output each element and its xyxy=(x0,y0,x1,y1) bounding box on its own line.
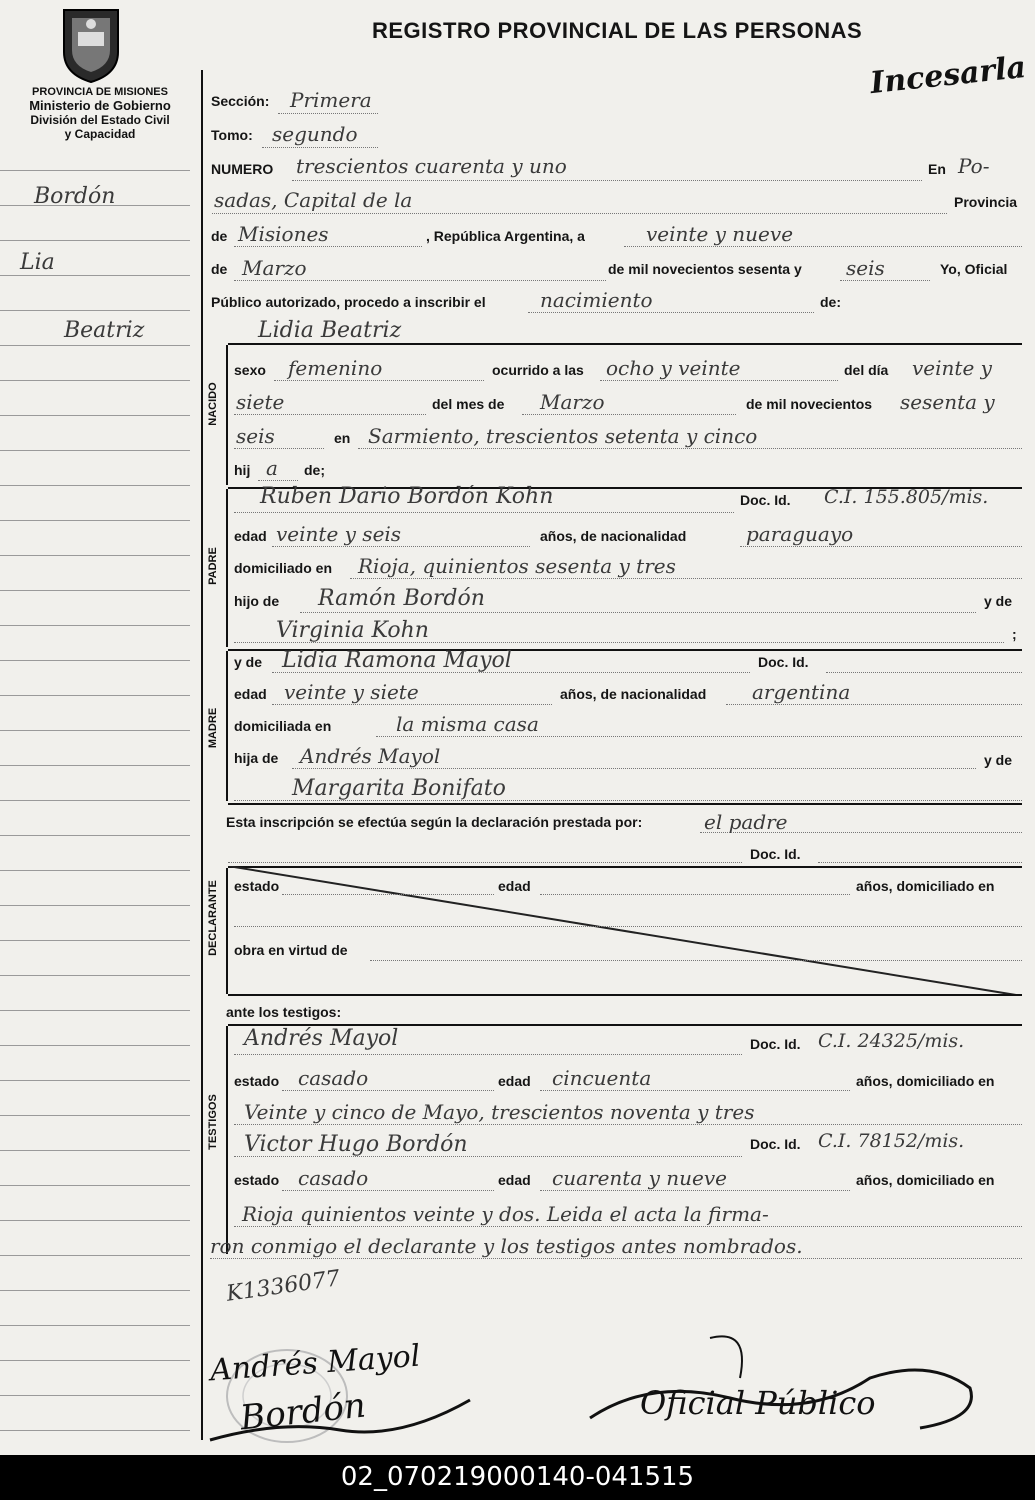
t1-doc-label: Doc. Id. xyxy=(750,1036,801,1052)
provincial-seal-icon xyxy=(58,4,124,84)
madre-hija-label: hija de xyxy=(234,750,279,766)
nacido-anio-value-1: sesenta y xyxy=(900,390,995,414)
sexo-label: sexo xyxy=(234,362,266,378)
padre-doc-value: C.I. 155.805/mis. xyxy=(824,486,989,508)
madre-madre-value: Margarita Bonifato xyxy=(292,776,506,801)
madre-nombre: Lidia Ramona Mayol xyxy=(282,648,512,673)
madre-dom-value: la misma casa xyxy=(396,712,539,736)
seccion-value: Primera xyxy=(290,88,372,112)
dia-value-2: siete xyxy=(236,390,285,414)
testigos-vrule xyxy=(226,1026,228,1254)
t1-edad-label: edad xyxy=(498,1073,531,1089)
ocurrido-label: ocurrido a las xyxy=(492,362,584,378)
nacido-mil-label: de mil novecientos xyxy=(746,396,873,412)
padre-hijo-label: hijo de xyxy=(234,593,280,609)
nacido-anio-value-2: seis xyxy=(236,424,275,448)
en-value: Po- xyxy=(958,154,990,178)
margin-name2: Beatriz xyxy=(64,318,145,343)
tomo-label: Tomo: xyxy=(211,127,253,143)
t2-doc-label: Doc. Id. xyxy=(750,1136,801,1152)
padre-padre-value: Ramón Bordón xyxy=(318,586,485,611)
madre-yde2-label: y de xyxy=(984,752,1013,768)
provincia-label: Provincia xyxy=(954,194,1018,210)
nacido-vrule xyxy=(226,345,228,485)
ante-testigos-label: ante los testigos: xyxy=(226,1004,342,1020)
t2-anios-label: años, domiciliado en xyxy=(856,1172,995,1188)
padre-doc-label: Doc. Id. xyxy=(740,492,791,508)
madre-section-label: MADRE xyxy=(207,707,219,749)
main-vertical-rule xyxy=(201,70,203,1440)
sexo-value: femenino xyxy=(288,356,383,380)
t1-nombre: Andrés Mayol xyxy=(244,1026,399,1051)
padre-nombre: Ruben Dario Bordón Kohn xyxy=(260,484,554,509)
nacido-mes-label: del mes de xyxy=(432,396,505,412)
declaracion-value: el padre xyxy=(704,810,788,834)
padre-edad-value: veinte y seis xyxy=(276,522,402,546)
t1-estado-label: estado xyxy=(234,1073,280,1089)
t2-estado-value: casado xyxy=(298,1166,369,1190)
t1-edad-value: cincuenta xyxy=(552,1066,652,1090)
padre-semicolon: ; xyxy=(1012,626,1017,642)
anio-value: seis xyxy=(846,256,885,280)
padre-nac-label: años, de nacionalidad xyxy=(540,528,687,544)
madre-padre-value: Andrés Mayol xyxy=(300,744,441,768)
agency-block xyxy=(0,86,200,141)
stamp-note: K1336077 xyxy=(224,1266,342,1307)
page-title: REGISTRO PROVINCIAL DE LAS PERSONAS xyxy=(372,18,863,43)
t1-dom-value: Veinte y cinco de Mayo, trescientos noventa y tres xyxy=(244,1100,755,1124)
padre-section-label: PADRE xyxy=(207,547,219,585)
nacido-en-label: en xyxy=(334,430,351,446)
agency-line3: División del Estado Civil xyxy=(30,113,170,127)
padre-dom-value: Rioja, quinientos sesenta y tres xyxy=(358,554,676,578)
signature-declarant-stroke xyxy=(200,1380,490,1450)
signature-declarant: Bordón xyxy=(238,1385,368,1439)
declarante-edad-label: edad xyxy=(498,878,531,894)
padre-madre-value: Virginia Kohn xyxy=(276,618,429,643)
agency-line1: PROVINCIA DE MISIONES xyxy=(32,86,168,98)
nacido-mes-value: Marzo xyxy=(540,390,605,414)
declaracion-text: Esta inscripción se efectúa según la declaración prestada por: xyxy=(226,814,643,830)
t2-edad-label: edad xyxy=(498,1172,531,1188)
cierre-value: ron conmigo el declarante y los testigos antes nombrados. xyxy=(210,1234,803,1258)
declarante-estado-label: estado xyxy=(234,878,280,894)
madre-dom-label: domiciliada en xyxy=(234,718,332,734)
mes-value: Marzo xyxy=(242,256,307,280)
numero-value: trescientos cuarenta y uno xyxy=(296,154,567,178)
margin-name1: Lia xyxy=(20,250,55,275)
de2-label: de xyxy=(211,261,228,277)
publico-label: Público autorizado, procedo a inscribir el xyxy=(211,294,486,310)
dia-value: veinte y nueve xyxy=(646,222,794,246)
numero-label: NUMERO xyxy=(211,161,274,177)
intro-line2: sadas, Capital de la xyxy=(214,188,413,212)
deldia-label: del día xyxy=(844,362,889,378)
margin-surname: Bordón xyxy=(34,184,116,209)
de3-label: de: xyxy=(820,294,841,310)
declarante-vrule xyxy=(226,868,228,994)
t1-anios-label: años, domiciliado en xyxy=(856,1073,995,1089)
padre-nac-value: paraguayo xyxy=(746,522,854,546)
tomo-value: segundo xyxy=(272,122,358,146)
de-label: de xyxy=(211,228,228,244)
padre-vrule xyxy=(226,489,228,647)
nacido-section-label: NACIDO xyxy=(207,382,219,426)
agency-line4: y Capacidad xyxy=(64,127,136,141)
padre-dom-label: domiciliado en xyxy=(234,560,333,576)
madre-edad-label: edad xyxy=(234,686,267,702)
declarante-doc-label: Doc. Id. xyxy=(750,846,801,862)
en-label: En xyxy=(928,161,946,177)
agency-line2: Ministerio de Gobierno xyxy=(29,98,171,113)
image-id-footer: 02_070219000140-041515 xyxy=(0,1455,1035,1500)
seccion-label: Sección: xyxy=(211,93,270,109)
t2-doc-value: C.I. 78152/mis. xyxy=(818,1130,965,1152)
mil-label: de mil novecientos sesenta y xyxy=(608,261,802,277)
t2-estado-label: estado xyxy=(234,1172,280,1188)
nacido-lugar-value: Sarmiento, trescientos setenta y cinco xyxy=(368,424,758,448)
t2-edad-value: cuarenta y nueve xyxy=(552,1166,727,1190)
madre-vrule xyxy=(226,651,228,801)
hijo-de-label: de; xyxy=(304,462,325,478)
nacido-nombre: Lidia Beatriz xyxy=(258,318,402,343)
hijo-label: hij xyxy=(234,462,251,478)
republica-label: , República Argentina, a xyxy=(426,228,585,244)
madre-doc-label: Doc. Id. xyxy=(758,654,809,670)
testigos-section-label: TESTIGOS xyxy=(207,1094,219,1150)
yo-label: Yo, Oficial xyxy=(940,261,1008,277)
t1-estado-value: casado xyxy=(298,1066,369,1090)
madre-nac-value: argentina xyxy=(752,680,851,704)
hora-value: ocho y veinte xyxy=(606,356,741,380)
declarante-obra-label: obra en virtud de xyxy=(234,942,348,958)
t2-nombre: Victor Hugo Bordón xyxy=(244,1132,468,1157)
declarante-anios-label: años, domiciliado en xyxy=(856,878,995,894)
acto-value: nacimiento xyxy=(540,288,653,312)
provincia-value: Misiones xyxy=(238,222,329,246)
t2-dom-value: Rioja quinientos veinte y dos. Leida el acta la firma- xyxy=(242,1202,769,1226)
signature-witness: Andrés Mayol xyxy=(209,1338,422,1389)
hijo-suffix: a xyxy=(266,456,278,480)
signature-official-stroke xyxy=(570,1318,990,1448)
declarante-section-label: DECLARANTE xyxy=(207,880,219,956)
madre-yde-label: y de xyxy=(234,654,263,670)
signature-official: Oficial Público xyxy=(640,1384,876,1422)
corner-scribble: Incesarla xyxy=(868,49,1028,102)
t1-doc-value: C.I. 24325/mis. xyxy=(818,1030,965,1052)
padre-yde-label: y de xyxy=(984,593,1013,609)
dia-value-1: veinte y xyxy=(912,356,992,380)
padre-edad-label: edad xyxy=(234,528,267,544)
madre-nac-label: años, de nacionalidad xyxy=(560,686,707,702)
madre-edad-value: veinte y siete xyxy=(284,680,419,704)
